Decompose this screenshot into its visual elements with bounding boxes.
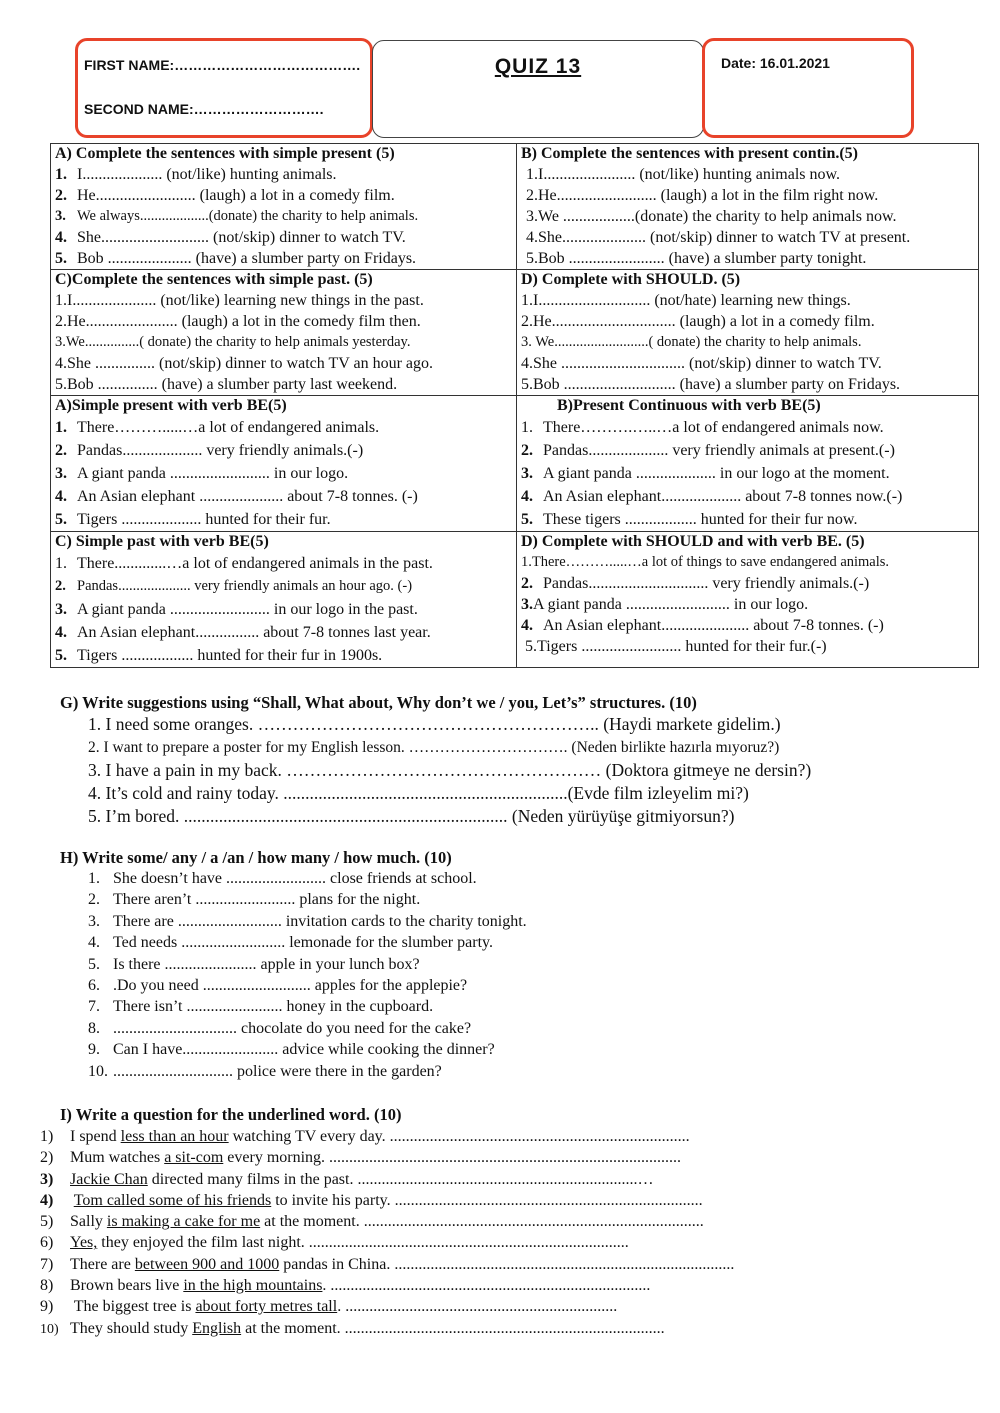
suggestion-line[interactable]: 5. I’m bored. .......................................................................... (Neden yürüyüşe gitmiyorsun?) bbox=[88, 806, 735, 826]
section-h-title: H) Write some/ any / a /an / how many / how much. (10) bbox=[60, 848, 452, 867]
exercise-line[interactable]: A giant panda .......................... in our logo. bbox=[533, 596, 809, 613]
exercise-line[interactable]: We always...................(donate) the charity to help animals. bbox=[77, 208, 419, 224]
exercise-line[interactable]: 4.She ............................... (not/skip) dinner to watch TV. bbox=[521, 355, 882, 372]
exercise-b-present-continuous-be: B)Present Continuous with verb BE(5) 1. There……….…..…a lot of endangered animals now. 2. Pandas.................... very friendly animals at present.(-) 3. A giant panda .................... in our logo at the moment. 4. An Asian elephant.................... about 7-8 tonnes now.(-) 5. These tigers .................. hunted for their fur now. bbox=[517, 396, 979, 532]
exercise-line[interactable]: 3.We...............( donate) the charity to help animals yesterday. bbox=[55, 334, 411, 350]
exercise-title: C) Simple past with verb BE(5) bbox=[55, 533, 269, 550]
question-line[interactable]: 6) Yes, they enjoyed the film last night. ................................................................................ bbox=[40, 1234, 629, 1252]
exercise-a-simple-present: A) Complete the sentences with simple present (5) 1. I.................... (not/like) hunting animals. 2. He......................... (laugh) a lot in a comedy film. 3. We always...................(donate) the charity to help animals. 4. She........................... (not/skip) dinner to watch TV. 5. Bob ..................... (have) a slumber party on Fridays. bbox=[51, 144, 517, 270]
question-line[interactable]: 8) Brown bears live in the high mountains. ................................................................................ bbox=[40, 1277, 651, 1295]
exercise-line[interactable]: There.............…a lot of endangered animals in the past. bbox=[77, 555, 433, 572]
list-item[interactable]: 9. Can I have........................ advice while cooking the dinner? bbox=[88, 1041, 495, 1059]
list-item[interactable]: 3. There are .......................... invitation cards to the charity tonight. bbox=[88, 912, 527, 930]
list-item[interactable]: 5. Is there ....................... apple in your lunch box? bbox=[88, 955, 420, 973]
question-line[interactable]: 5) Sally is making a cake for me at the moment. ..................................................................................... bbox=[40, 1213, 704, 1231]
exercise-line[interactable]: Pandas.................... very friendly animals at present.(-) bbox=[543, 442, 895, 459]
suggestion-line[interactable]: 2. I want to prepare a poster for my English lesson. …………………………. (Neden birlikte hazırla mıyoruz?) bbox=[88, 739, 780, 756]
exercise-c-simple-past-be: C) Simple past with verb BE(5) 1. There.............…a lot of endangered animals in the past. 2. Pandas.................... very friendly animals an hour ago. (-) 3. A giant panda ......................... in our logo in the past. 4. An Asian elephant................ about 7-8 tonnes last year. 5. Tigers .................. hunted for their fur in 1900s. bbox=[51, 532, 517, 668]
question-line[interactable]: 10) They should study English at the moment. ................................................................................ bbox=[40, 1319, 665, 1337]
quiz-title-box bbox=[372, 40, 704, 138]
quiz-title: QUIZ 13 bbox=[494, 55, 582, 78]
suggestion-line[interactable]: 4. It’s cold and rainy today. .................................................................(Evde film izleyelim mi?) bbox=[88, 783, 749, 803]
question-line[interactable]: 1) I spend less than an hour watching TV every day. ........................................................................... bbox=[40, 1128, 690, 1145]
exercise-line[interactable]: These tigers .................. hunted for their fur now. bbox=[543, 511, 858, 528]
exercise-c-simple-past bbox=[51, 270, 517, 396]
exercise-line[interactable]: A giant panda ......................... in our logo. bbox=[77, 465, 349, 482]
list-item[interactable]: 1. She doesn’t have ......................... close friends at school. bbox=[88, 870, 477, 887]
question-line[interactable]: 9) The biggest tree is about forty metres tall. .................................................................... bbox=[40, 1298, 618, 1316]
list-item[interactable]: 6. .Do you need ........................... apples for the applepie? bbox=[88, 977, 468, 995]
question-line[interactable]: 3) Jackie Chan directed many films in the past. ......................................................................… bbox=[40, 1170, 654, 1188]
exercise-line[interactable]: 1.I....................... (not/like) hunting animals now. bbox=[526, 166, 841, 183]
exercise-d-should-be: D) Complete with SHOULD and with verb BE. (5) 1.There……….....…a lot of things to save endangered animals. 2. Pandas.............................. very friendly animals.(-) 3.A giant panda .......................... in our logo. 4. An Asian elephant...................... about 7-8 tonnes. (-) 5.Tigers ......................... hunted for their fur.(-) bbox=[517, 532, 979, 668]
exercise-title: D) Complete with SHOULD. (5) bbox=[521, 271, 741, 288]
exercise-line[interactable]: 5.Bob ............................ (have) a slumber party on Fridays. bbox=[521, 376, 901, 393]
exercise-line[interactable]: 2.He....................... (laugh) a lot in the comedy film then. bbox=[55, 313, 421, 330]
list-item[interactable]: 2. There aren’t ......................... plans for the night. bbox=[88, 891, 421, 909]
exercise-line[interactable]: There……….....…a lot of endangered animals. bbox=[77, 419, 380, 436]
section-g-list bbox=[88, 713, 811, 828]
exercise-line[interactable]: I.................... (not/like) hunting animals. bbox=[77, 166, 337, 183]
exercise-line[interactable]: Pandas.................... very friendly animals.(-) bbox=[77, 442, 364, 459]
suggestion-line[interactable]: 3. I have a pain in my back. ……………………………………………… (Doktora gitmeye ne dersin?) bbox=[88, 760, 812, 780]
exercise-line[interactable]: A giant panda .................... in our logo at the moment. bbox=[543, 465, 890, 482]
question-line[interactable]: 2) Mum watches a sit-com every morning. ........................................................................................ bbox=[40, 1149, 682, 1167]
exercise-line[interactable]: An Asian elephant...................... about 7-8 tonnes. (-) bbox=[543, 617, 884, 634]
exercise-line[interactable]: There……….....…a lot of things to save endangered animals. bbox=[531, 554, 890, 570]
list-item[interactable]: 10. .............................. police were there in the garden? bbox=[88, 1062, 442, 1080]
list-item[interactable]: 4. Ted needs .......................... lemonade for the slumber party. bbox=[88, 934, 493, 952]
exercise-title: A)Simple present with verb BE(5) bbox=[55, 397, 287, 414]
exercise-line[interactable]: Pandas.............................. very friendly animals.(-) bbox=[543, 575, 870, 592]
section-i-list bbox=[40, 1126, 734, 1340]
exercise-line[interactable]: Tigers .................. hunted for their fur in 1900s. bbox=[77, 647, 383, 664]
exercise-line[interactable]: 5.Bob ........................ (have) a slumber party tonight. bbox=[526, 250, 867, 267]
exercise-line[interactable]: An Asian elephant ..................... about 7-8 tonnes. (-) bbox=[77, 488, 418, 505]
quiz-date: Date: 16.01.2021 bbox=[721, 55, 830, 71]
exercise-line[interactable]: Tigers .................... hunted for their fur. bbox=[77, 511, 331, 528]
question-line[interactable]: 4) Tom called some of his friends to invite his party. ............................................................................. bbox=[40, 1191, 703, 1209]
exercise-line[interactable]: There……….…..…a lot of endangered animals now. bbox=[543, 419, 884, 436]
question-line[interactable]: 7) There are between 900 and 1000 pandas in China. ..................................................................................... bbox=[40, 1255, 735, 1273]
section-h-list bbox=[88, 868, 527, 1082]
exercise-line[interactable]: Tigers ......................... hunted for their fur.(-) bbox=[537, 638, 827, 655]
exercise-line[interactable]: 5.Bob ............... (have) a slumber party last weekend. bbox=[55, 376, 398, 393]
exercise-line[interactable]: A giant panda ......................... in our logo in the past. bbox=[77, 601, 418, 618]
exercise-line[interactable]: 3.We ..................(donate) the charity to help animals now. bbox=[526, 208, 897, 225]
exercise-a-simple-present-be: A)Simple present with verb BE(5) 1. There……….....…a lot of endangered animals. 2. Pandas.................... very friendly animals.(-) 3. A giant panda ......................... in our logo. 4. An Asian elephant ..................... about 7-8 tonnes. (-) 5. Tigers .................... hunted for their fur. bbox=[51, 396, 517, 532]
exercise-line[interactable]: Pandas.................... very friendly animals an hour ago. (-) bbox=[77, 578, 413, 594]
exercise-line[interactable]: An Asian elephant................ about 7-8 tonnes last year. bbox=[77, 624, 431, 641]
exercise-d-should bbox=[517, 270, 979, 396]
exercise-line[interactable]: An Asian elephant.................... about 7-8 tonnes now.(-) bbox=[543, 488, 903, 505]
section-i-title: I) Write a question for the underlined word. (10) bbox=[60, 1105, 402, 1124]
exercise-title: A) Complete the sentences with simple present (5) bbox=[55, 145, 395, 162]
exercise-line[interactable]: 3. We..........................( donate) the charity to help animals. bbox=[521, 334, 862, 350]
exercise-grid bbox=[50, 143, 979, 668]
list-item[interactable]: 7. There isn’t ........................ honey in the cupboard. bbox=[88, 998, 434, 1016]
list-item[interactable]: 8. ............................... chocolate do you need for the cake? bbox=[88, 1019, 472, 1037]
exercise-line[interactable]: Bob ..................... (have) a slumber party on Fridays. bbox=[77, 250, 417, 267]
exercise-line[interactable]: 1.I..................... (not/like) learning new things in the past. bbox=[55, 292, 424, 309]
exercise-title: D) Complete with SHOULD and with verb BE. (5) bbox=[521, 533, 865, 550]
exercise-title: B)Present Continuous with verb BE(5) bbox=[557, 397, 821, 414]
section-g-title: G) Write suggestions using “Shall, What about, Why don’t we / you, Let’s” structures. (10) bbox=[60, 693, 697, 712]
first-name-field[interactable]: FIRST NAME:…………………………………. bbox=[84, 57, 361, 73]
name-box bbox=[75, 38, 373, 138]
exercise-title: B) Complete the sentences with present contin.(5) bbox=[521, 145, 858, 162]
exercise-title: C)Complete the sentences with simple past. (5) bbox=[55, 271, 373, 288]
date-box bbox=[702, 38, 914, 138]
second-name-field[interactable]: SECOND NAME:………………………. bbox=[84, 101, 324, 117]
exercise-b-present-continuous bbox=[517, 144, 979, 270]
exercise-line[interactable]: She........................... (not/skip) dinner to watch TV. bbox=[77, 229, 406, 246]
suggestion-line[interactable]: 1. I need some oranges. ………………………………………………….. (Haydi markete gidelim.) bbox=[88, 714, 781, 734]
exercise-line[interactable]: 2.He............................... (laugh) a lot in a comedy film. bbox=[521, 313, 875, 330]
exercise-line[interactable]: 4.She..................... (not/skip) dinner to watch TV at present. bbox=[526, 229, 911, 246]
exercise-line[interactable]: 4.She ............... (not/skip) dinner to watch TV an hour ago. bbox=[55, 355, 434, 372]
exercise-line[interactable]: 1.I............................ (not/hate) learning new things. bbox=[521, 292, 851, 309]
exercise-line[interactable]: 2.He......................... (laugh) a lot in the film right now. bbox=[526, 187, 879, 204]
exercise-line[interactable]: He......................... (laugh) a lot in a comedy film. bbox=[77, 187, 395, 204]
